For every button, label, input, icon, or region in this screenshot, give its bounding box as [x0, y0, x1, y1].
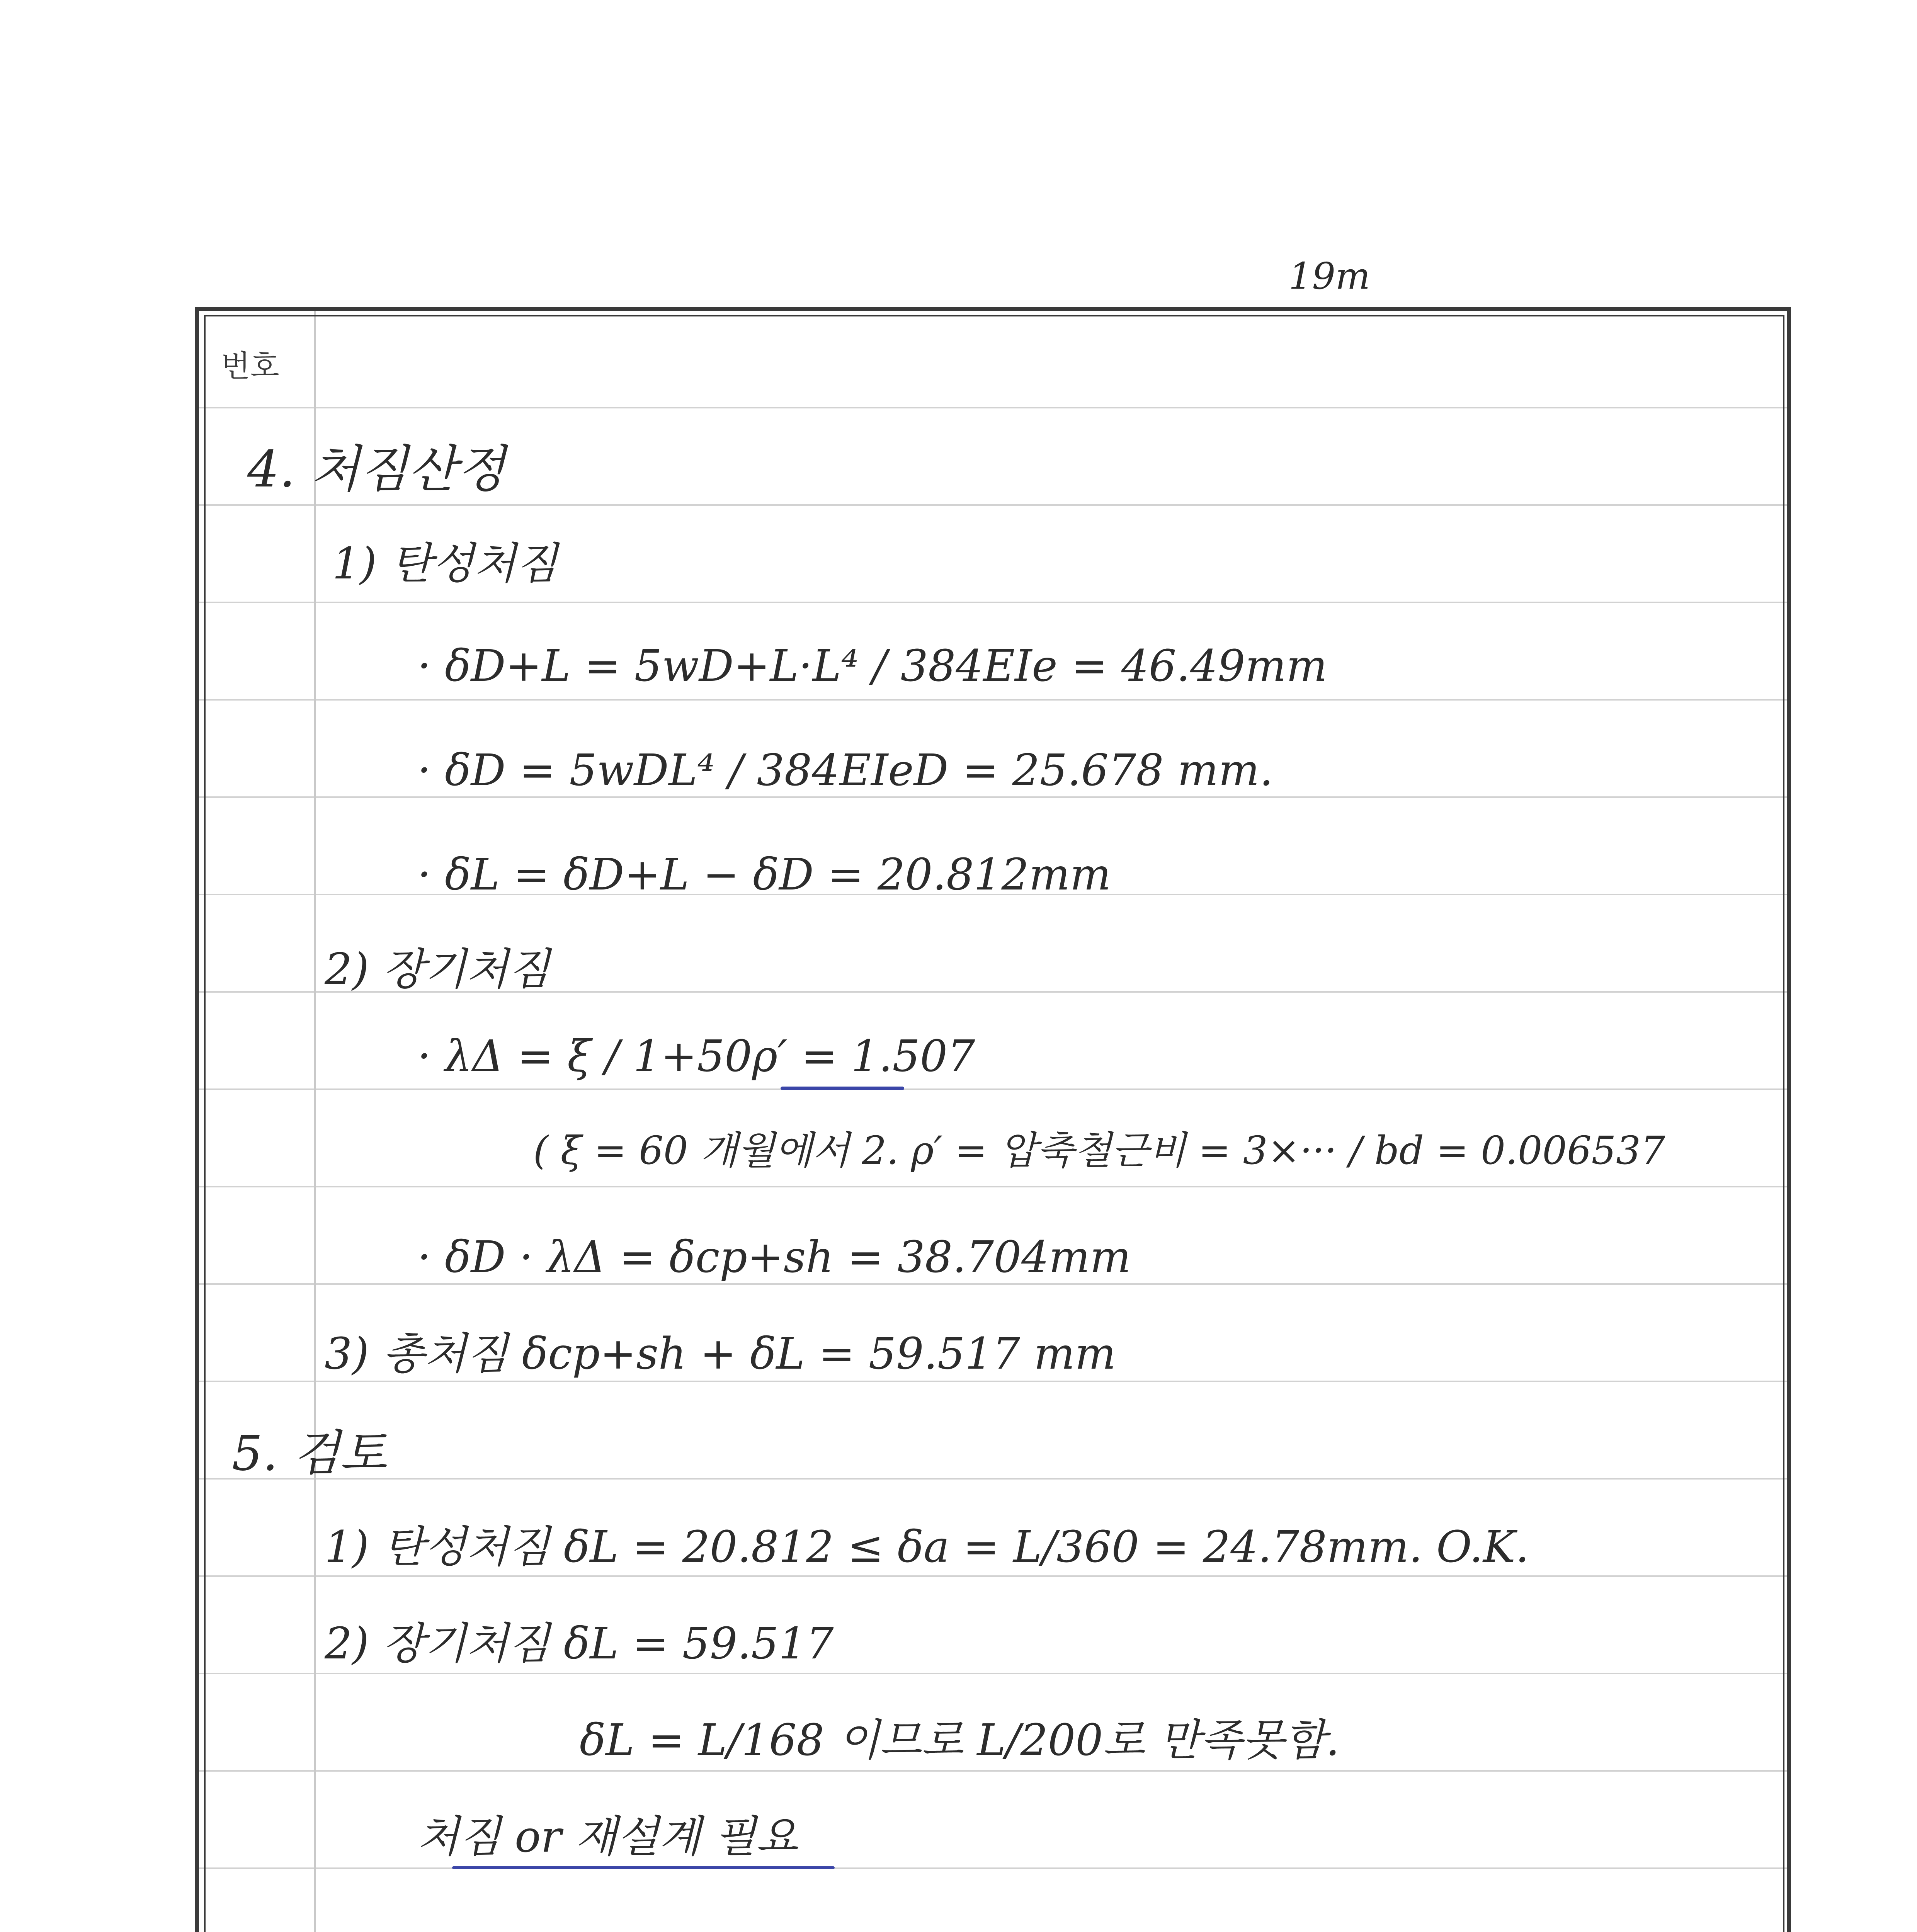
equation-ratio-check: δL = L/168 이므로 L/200로 만족못함.: [580, 1715, 1340, 1765]
check-long-term-deflection: 2) 장기처짐 δL = 59.517: [325, 1619, 834, 1669]
section-5-heading: 5. 검토: [232, 1425, 387, 1481]
equation-delta-d-plus-l: · δD+L = 5wD+L·L⁴ / 384EIe = 46.49mm: [417, 641, 1327, 691]
subsection-total-deflection: 3) 총처짐 δcp+sh + δL = 59.517 mm: [325, 1329, 1116, 1379]
number-header-label: 번호: [221, 349, 279, 384]
top-note: 19m: [1289, 255, 1370, 298]
subsection-elastic-deflection: 1) 탄성처짐: [332, 539, 558, 589]
equation-lambda: · λΔ = ξ / 1+50ρ′ = 1.507: [417, 1031, 975, 1082]
equation-delta-d: · δD = 5wDL⁴ / 384EIeD = 25.678 mm.: [417, 745, 1274, 796]
section-4-heading: 4. 처짐산정: [247, 440, 505, 498]
conclusion-underline: [452, 1866, 835, 1869]
subsection-long-term-deflection: 2) 장기처짐: [325, 944, 550, 995]
equation-xi-rho-note: ( ξ = 60 개월에서 2. ρ′ = 압축철근비 = 3×··· / bd = 0.006537: [533, 1128, 1665, 1173]
lambda-result-underline: [781, 1087, 904, 1090]
conclusion-note: 처짐 or 재설계 필요: [417, 1812, 798, 1862]
equation-delta-cp-sh: · δD · λΔ = δcp+sh = 38.704mm: [417, 1232, 1131, 1282]
check-elastic-deflection: 1) 탄성처짐 δL = 20.812 ≤ δa = L/360 = 24.78mm. O.K.: [325, 1522, 1529, 1572]
equation-delta-l: · δL = δD+L − δD = 20.812mm: [417, 850, 1111, 900]
